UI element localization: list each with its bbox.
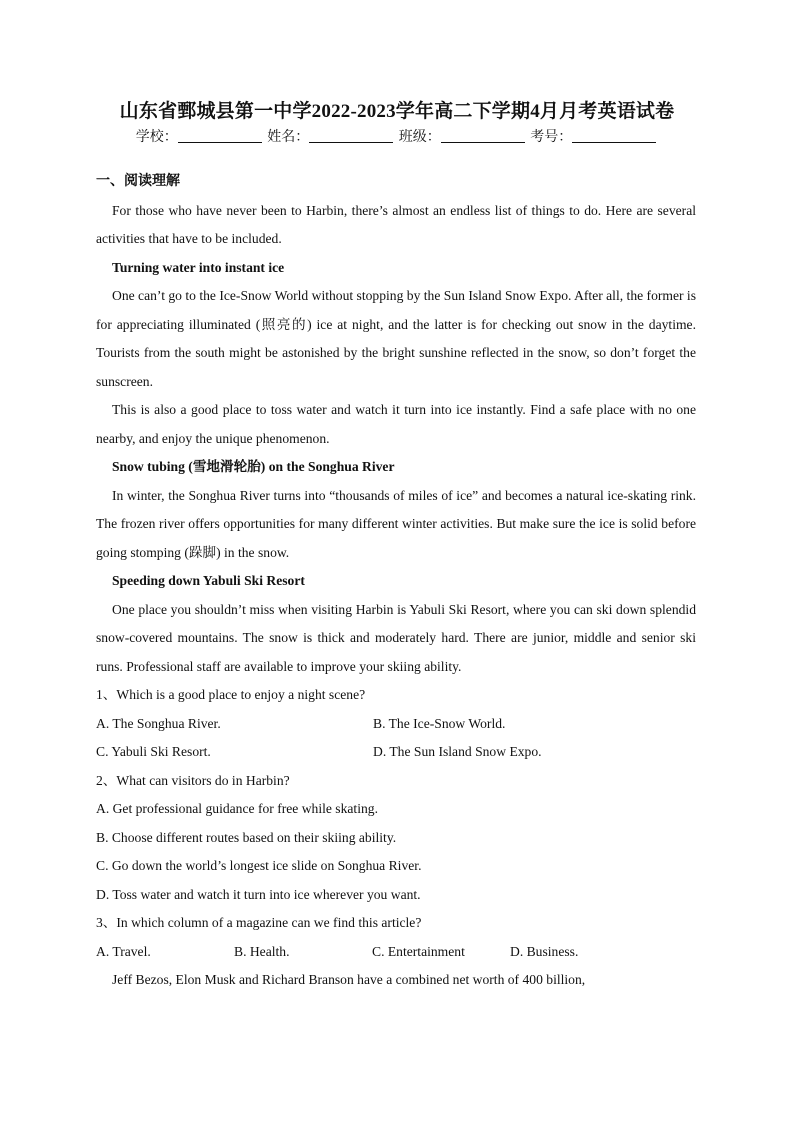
next-passage-start: Jeff Bezos, Elon Musk and Richard Branson have a combined net worth of 400 billion, — [112, 972, 586, 987]
question-1-option-c[interactable]: C. Yabuli Ski Resort. — [96, 744, 211, 759]
page-title: 山东省鄄城县第一中学2022-2023学年高二下学期4月月考英语试卷 — [119, 101, 675, 122]
question-2-option-b[interactable]: B. Choose different routes based on their skiing ability. — [96, 829, 397, 845]
passage-intro: For those who have never been to Harbin, there’s almost an endless list of things to do. Here are several activities that have to be included. — [96, 202, 696, 246]
question-1-stem: 1、Which is a good place to enjoy a night scene? — [96, 687, 366, 702]
question-3-options-row — [96, 938, 696, 967]
student-info-line — [0, 126, 794, 146]
section-heading: 一、阅读理解 — [96, 174, 180, 189]
question-2-option-c[interactable]: C. Go down the world’s longest ice slide on Songhua River. — [96, 858, 422, 873]
passage-paragraph-1: One can’t go to the Ice-Snow World without stopping by the Sun Island Snow Expo. After all, the former is for appreciating illuminated (照亮的) ice at night, and the latter is for checking out snow in the daytime. Tourists from the south might be astonished by the bright sunshine reflected in the snow, so don’t forget the sunscreen. — [96, 288, 696, 389]
passage-paragraph-4: One place you shouldn’t miss when visiting Harbin is Yabuli Ski Resort, where you can ski down splendid snow-covered mountains. The snow is thick and moderately hard. There are junior, middle and senior ski runs. Professional staff are available to improve your skiing ability. — [96, 601, 696, 674]
number-blank[interactable] — [572, 128, 656, 143]
question-3-option-c[interactable]: C. Entertainment — [372, 943, 465, 959]
question-3-option-b[interactable]: B. Health. — [234, 943, 290, 959]
name-label: 姓名： — [267, 130, 310, 145]
question-2-stem: 2、What can visitors do in Harbin? — [96, 772, 290, 788]
question-2-option-d[interactable]: D. Toss water and watch it turn into ice wherever you want. — [96, 886, 421, 902]
question-3-option-d[interactable]: D. Business. — [510, 943, 579, 959]
passage-paragraph-3: In winter, the Songhua River turns into “thousands of miles of ice” and becomes a natural ice-skating rink. The frozen river offers opportunities for many different winter activities. But make sure the ice is solid before going stomping (跺脚) in the snow. — [96, 487, 696, 560]
class-label: 班级： — [398, 130, 441, 145]
exam-content — [96, 168, 696, 995]
passage-subheading-2: Snow tubing (雪地滑轮胎) on the Songhua River — [112, 459, 395, 474]
passage-subheading-3: Speeding down Yabuli Ski Resort — [112, 573, 305, 588]
school-blank[interactable] — [178, 128, 262, 143]
name-blank[interactable] — [309, 128, 393, 143]
question-1-options-row-1 — [96, 710, 696, 739]
school-label: 学校： — [135, 130, 178, 145]
passage-paragraph-2: This is also a good place to toss water and watch it turn into ice instantly. Find a safe place with no one nearby, and enjoy the unique phenomenon. — [96, 402, 696, 446]
class-blank[interactable] — [441, 128, 525, 143]
question-1-option-b[interactable]: B. The Ice-Snow World. — [373, 715, 506, 731]
question-1-option-a[interactable]: A. The Songhua River. — [96, 715, 221, 731]
question-2-option-a[interactable]: A. Get professional guidance for free while skating. — [96, 801, 378, 816]
question-3-option-a[interactable]: A. Travel. — [96, 943, 151, 959]
question-1-options-row-2 — [96, 738, 696, 767]
question-1-option-d[interactable]: D. The Sun Island Snow Expo. — [373, 744, 542, 759]
question-3-stem: 3、In which column of a magazine can we find this article? — [96, 915, 422, 930]
number-label: 考号： — [530, 130, 573, 145]
passage-subheading-1: Turning water into instant ice — [112, 259, 285, 275]
